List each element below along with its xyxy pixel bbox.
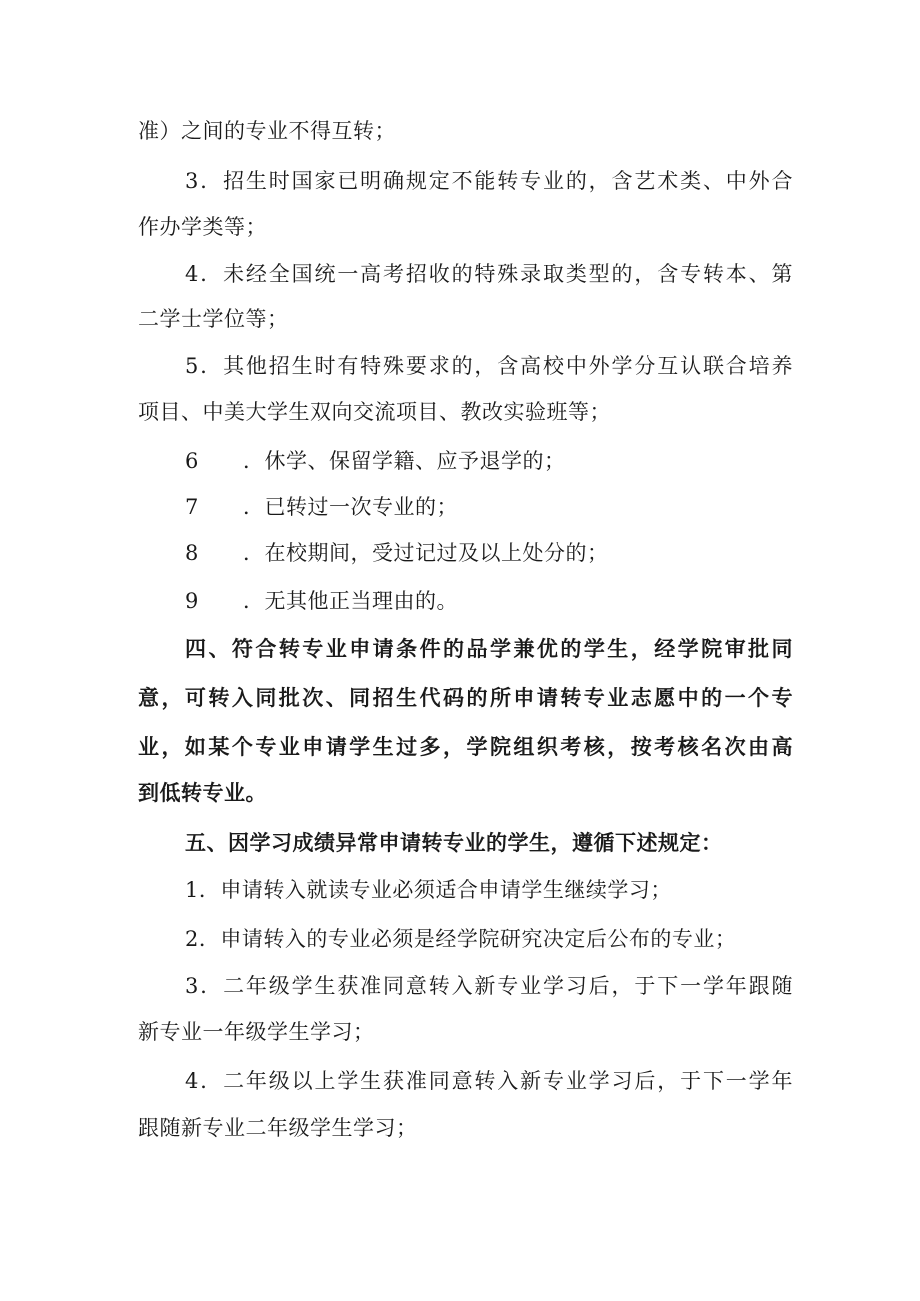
list-item-text: ．已转过一次专业的； — [243, 495, 458, 519]
list-item-text: ．无其他正当理由的。 — [243, 589, 458, 613]
list-item — [185, 492, 685, 522]
text-line: 二学士学位等； — [138, 307, 289, 331]
text-line: 五、因学习成绩异常申请转专业的学生，遵循下述规定： — [185, 830, 723, 855]
list-item-text: ．在校期间，受过记过及以上处分的； — [243, 541, 609, 565]
text-line: 作办学类等； — [138, 215, 267, 239]
text-line: 新专业一年级学生学习； — [138, 1020, 375, 1044]
list-item-number: 6 — [185, 449, 199, 473]
list-item-number: 9 — [185, 589, 199, 613]
text-line: 项目、中美大学生双向交流项目、教改实验班等； — [138, 400, 611, 424]
list-item-number: 7 — [185, 495, 199, 519]
list-item — [185, 586, 685, 616]
text-line: 准）之间的专业不得互转； — [138, 119, 396, 143]
text-line: 5．其他招生时有特殊要求的，含高校中外学分互认联合培养 — [185, 354, 793, 378]
text-line: 4．未经全国统一高考招收的特殊录取类型的，含专转本、第 — [185, 262, 793, 286]
text-line: 2．申请转入的专业必须是经学院研究决定后公布的专业； — [185, 927, 737, 951]
list-item-number: 8 — [185, 541, 199, 565]
list-item-text: ．休学、保留学籍、应予退学的； — [243, 449, 566, 473]
text-line: 四、符合转专业申请条件的品学兼优的学生，经学院审批同 — [185, 636, 793, 661]
text-line: 跟随新专业二年级学生学习； — [138, 1116, 418, 1140]
text-line: 意，可转入同批次、同招生代码的所申请转专业志愿中的一个专 — [138, 685, 793, 710]
text-line: 4．二年级以上学生获准同意转入新专业学习后，于下一学年 — [185, 1069, 793, 1093]
text-line: 业，如某个专业申请学生过多，学院组织考核，按考核名次由高 — [138, 734, 793, 759]
list-item — [185, 446, 685, 476]
text-line: 1．申请转入就读专业必须适合申请学生继续学习； — [185, 878, 672, 902]
text-line: 3．二年级学生获准同意转入新专业学习后，于下一学年跟随 — [185, 974, 793, 998]
text-line: 到低转专业。 — [138, 780, 267, 805]
list-item — [185, 538, 685, 568]
text-line: 3．招生时国家已明确规定不能转专业的，含艺术类、中外合 — [185, 169, 793, 193]
